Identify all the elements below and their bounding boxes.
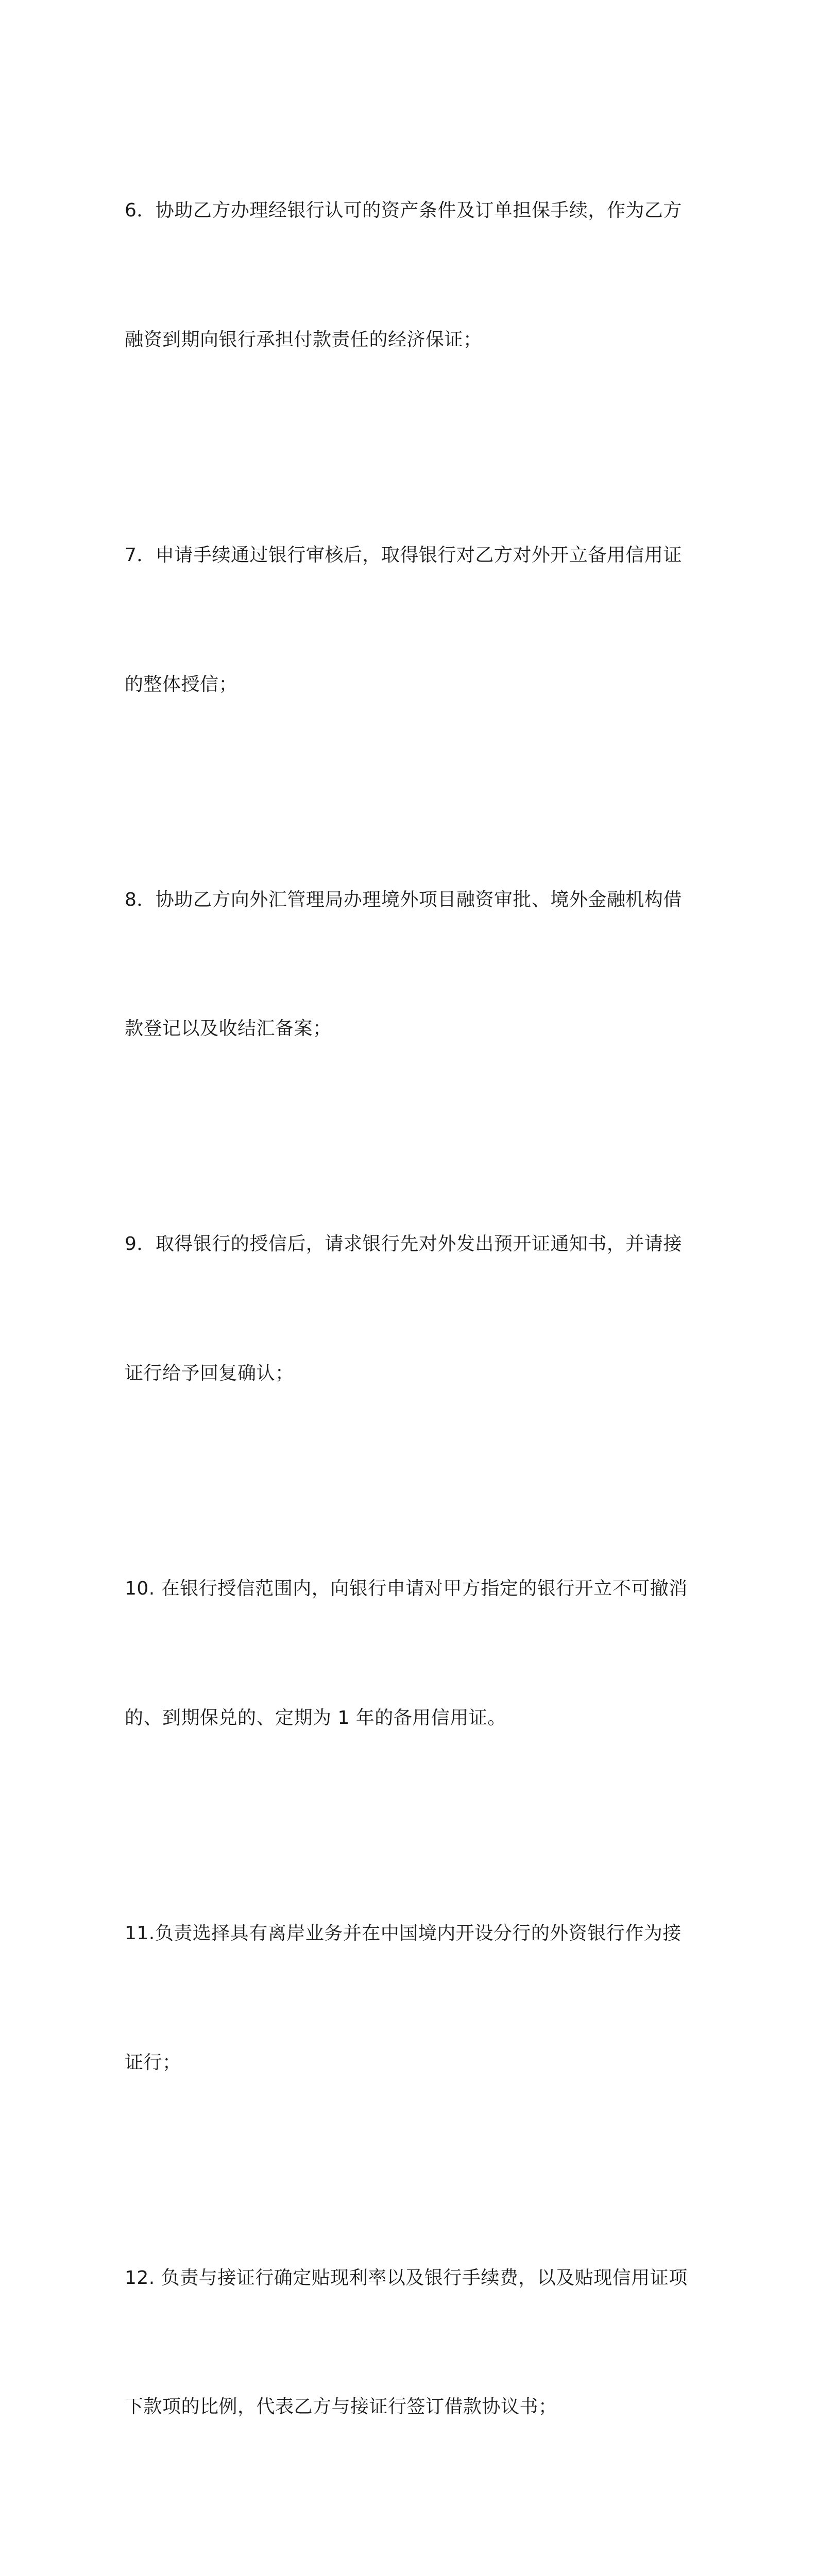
clause-line: 证行给予回复确认；: [125, 1363, 294, 1384]
clause-9: [125, 1137, 702, 1481]
clause-8: [125, 792, 702, 1137]
clause-list: [125, 103, 702, 2576]
clause-6: [125, 103, 702, 448]
clause-line: 12. 负责与接证行确定贴现利率以及银行手续费，以及贴现信用证项: [125, 2267, 688, 2289]
clause-12: [125, 2171, 702, 2515]
clause-13: [125, 2515, 702, 2576]
clause-line: 的、到期保兑的、定期为 1 年的备用信用证。: [125, 1707, 506, 1728]
clause-line: 9．取得银行的授信后，请求银行先对外发出预开证通知书，并请接: [125, 1233, 682, 1255]
clause-line: 证行；: [125, 2052, 181, 2073]
clause-line: 10. 在银行授信范围内，向银行申请对甲方指定的银行开立不可撤消: [125, 1578, 688, 1600]
clause-line: 8．协助乙方向外汇管理局办理境外项目融资审批、境外金融机构借: [125, 889, 682, 910]
clause-line: 下款项的比例，代表乙方与接证行签订借款协议书；: [125, 2396, 557, 2418]
clause-line: 融资到期向银行承担付款责任的经济保证；: [125, 329, 482, 350]
clause-line: 的整体授信；: [125, 673, 238, 695]
clause-10: [125, 1481, 702, 1826]
clause-7: [125, 448, 702, 792]
clause-line: 款登记以及收结汇备案；: [125, 1018, 332, 1040]
clause-line: 6．协助乙方办理经银行认可的资产条件及订单担保手续，作为乙方: [125, 200, 682, 222]
clause-line: 11.负责选择具有离岸业务并在中国境内开设分行的外资银行作为接: [125, 1922, 682, 1944]
clause-line: 7．申请手续通过银行审核后，取得银行对乙方对外开立备用信用证: [125, 544, 682, 566]
clause-11: [125, 1826, 702, 2171]
